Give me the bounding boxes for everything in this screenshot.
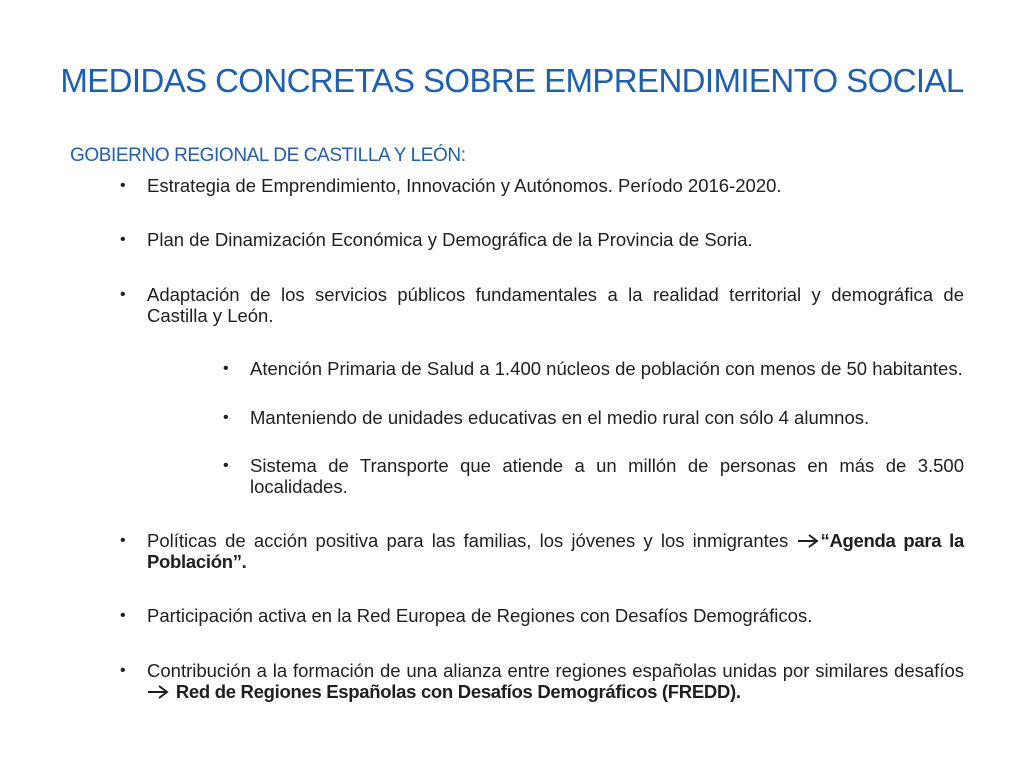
- right-arrow-icon: [147, 685, 171, 699]
- bullet-text: Contribución a la formación de una alianza entre regiones españolas unidas por similares desafíos: [147, 660, 964, 681]
- bullet-contribution: [120, 660, 964, 702]
- bullet-text: Estrategia de Emprendimiento, Innovación y Autónomos. Período 2016-2020.: [147, 175, 782, 196]
- bullet-policies: [120, 530, 964, 572]
- sub-bullet-education: [223, 407, 964, 428]
- slide-title: MEDIDAS CONCRETAS SOBRE EMPRENDIMIENTO SOCIAL: [60, 62, 964, 99]
- bullet-dot: •: [120, 231, 126, 248]
- bullet-participation: [120, 605, 964, 626]
- bullet-text: Participación activa en la Red Europea de Regiones con Desafíos Demográficos.: [147, 605, 813, 626]
- bullet-strategy: [120, 175, 964, 196]
- sub-bullet-health: [223, 358, 964, 379]
- bullet-text: Políticas de acción positiva para las familias, los jóvenes y los inmigrantes: [147, 530, 797, 551]
- bullet-text: Adaptación de los servicios públicos fundamentales a la realidad territorial y demográfica de Castilla y León.: [147, 284, 964, 326]
- bullet-dot: •: [120, 662, 126, 679]
- bullet-text: Manteniendo de unidades educativas en el medio rural con sólo 4 alumnos.: [250, 407, 870, 428]
- sub-bullet-transport: [223, 455, 964, 497]
- agenda-emphasis: “Agenda para la Población”.: [147, 530, 964, 572]
- bullet-dot: •: [120, 286, 126, 303]
- bullet-dot: •: [223, 457, 229, 474]
- bullet-dot: •: [120, 177, 126, 194]
- bullet-dot: •: [120, 607, 126, 624]
- bullet-public-services: [120, 284, 964, 326]
- right-arrow-icon: [797, 534, 821, 548]
- bullet-text: Sistema de Transporte que atiende a un millón de personas en más de 3.500 localidades.: [250, 455, 964, 497]
- bullet-dot: •: [223, 360, 229, 377]
- bullet-text: Plan de Dinamización Económica y Demográfica de la Provincia de Soria.: [147, 229, 753, 250]
- fredd-emphasis: Red de Regiones Españolas con Desafíos Demográficos (FREDD).: [171, 681, 741, 702]
- slide-subtitle: GOBIERNO REGIONAL DE CASTILLA Y LEÓN:: [70, 145, 466, 166]
- bullet-dot: •: [120, 532, 126, 549]
- bullet-dot: •: [223, 409, 229, 426]
- bullet-text: Atención Primaria de Salud a 1.400 núcleos de población con menos de 50 habitantes.: [250, 358, 963, 379]
- bullet-soria-plan: [120, 229, 964, 250]
